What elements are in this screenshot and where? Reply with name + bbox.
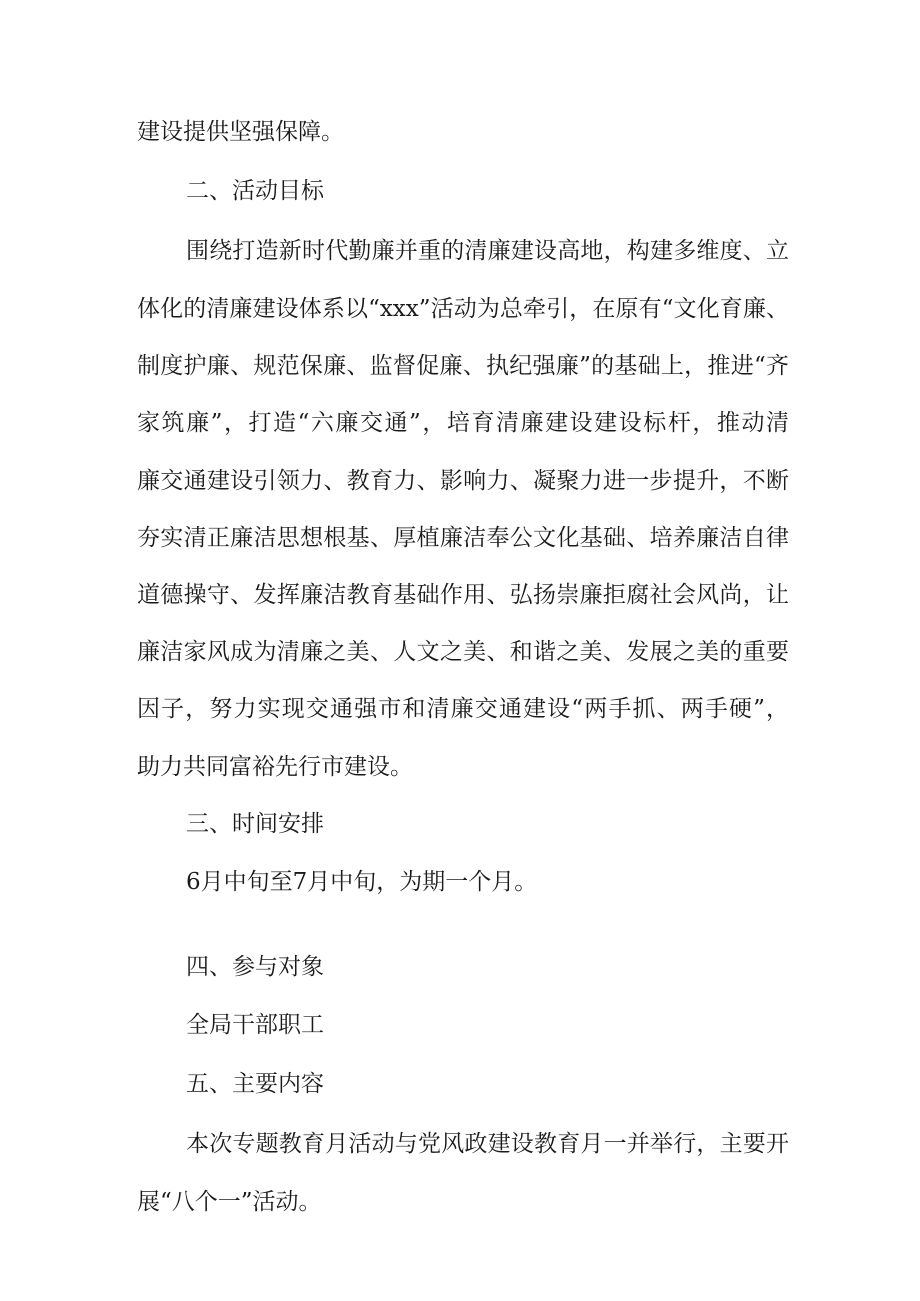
body-text-line: 夯实清正廉洁思想根基、厚植廉洁奉公文化基础、培养廉洁自律 — [137, 525, 789, 551]
body-text-line: 建设提供坚强保障。 — [137, 119, 344, 145]
section-heading-activity-goals: 二、活动目标 — [186, 178, 324, 204]
paragraph-first-line: 围绕打造新时代勤廉并重的清廉建设高地，构建多维度、立 — [186, 238, 789, 264]
body-text-line: 制度护廉、规范保廉、监督促廉、执纪强廉”的基础上，推进“齐 — [137, 353, 789, 379]
paragraph-last-line: 展“八个一”活动。 — [137, 1189, 322, 1215]
section-heading-main-content: 五、主要内容 — [186, 1071, 324, 1097]
paragraph-last-line: 助力共同富裕先行市建设。 — [137, 754, 413, 780]
section-heading-schedule: 三、时间安排 — [186, 811, 324, 837]
body-text-line: 廉洁家风成为清廉之美、人文之美、和谐之美、发展之美的重要 — [137, 639, 789, 665]
body-text-line: 体化的清廉建设体系以“xxx”活动为总牵引，在原有“文化育廉、 — [137, 296, 789, 322]
participants-text: 全局干部职工 — [186, 1012, 324, 1038]
section-heading-participants: 四、参与对象 — [186, 954, 324, 980]
body-text-line: 家筑廉”，打造“六廉交通”，培育清廉建设建设标杆，推动清 — [137, 410, 789, 436]
paragraph-first-line: 本次专题教育月活动与党风政建设教育月一并举行，主要开 — [186, 1131, 789, 1157]
schedule-text: 6月中旬至7月中旬，为期一个月。 — [186, 869, 538, 895]
body-text-line: 廉交通建设引领力、教育力、影响力、凝聚力进一步提升，不断 — [137, 468, 789, 494]
body-text-line: 因子，努力实现交通强市和清廉交通建设“两手抓、两手硬”， — [137, 696, 789, 722]
body-text-line: 道德操守、发挥廉洁教育基础作用、弘扬崇廉拒腐社会风尚，让 — [137, 582, 789, 608]
